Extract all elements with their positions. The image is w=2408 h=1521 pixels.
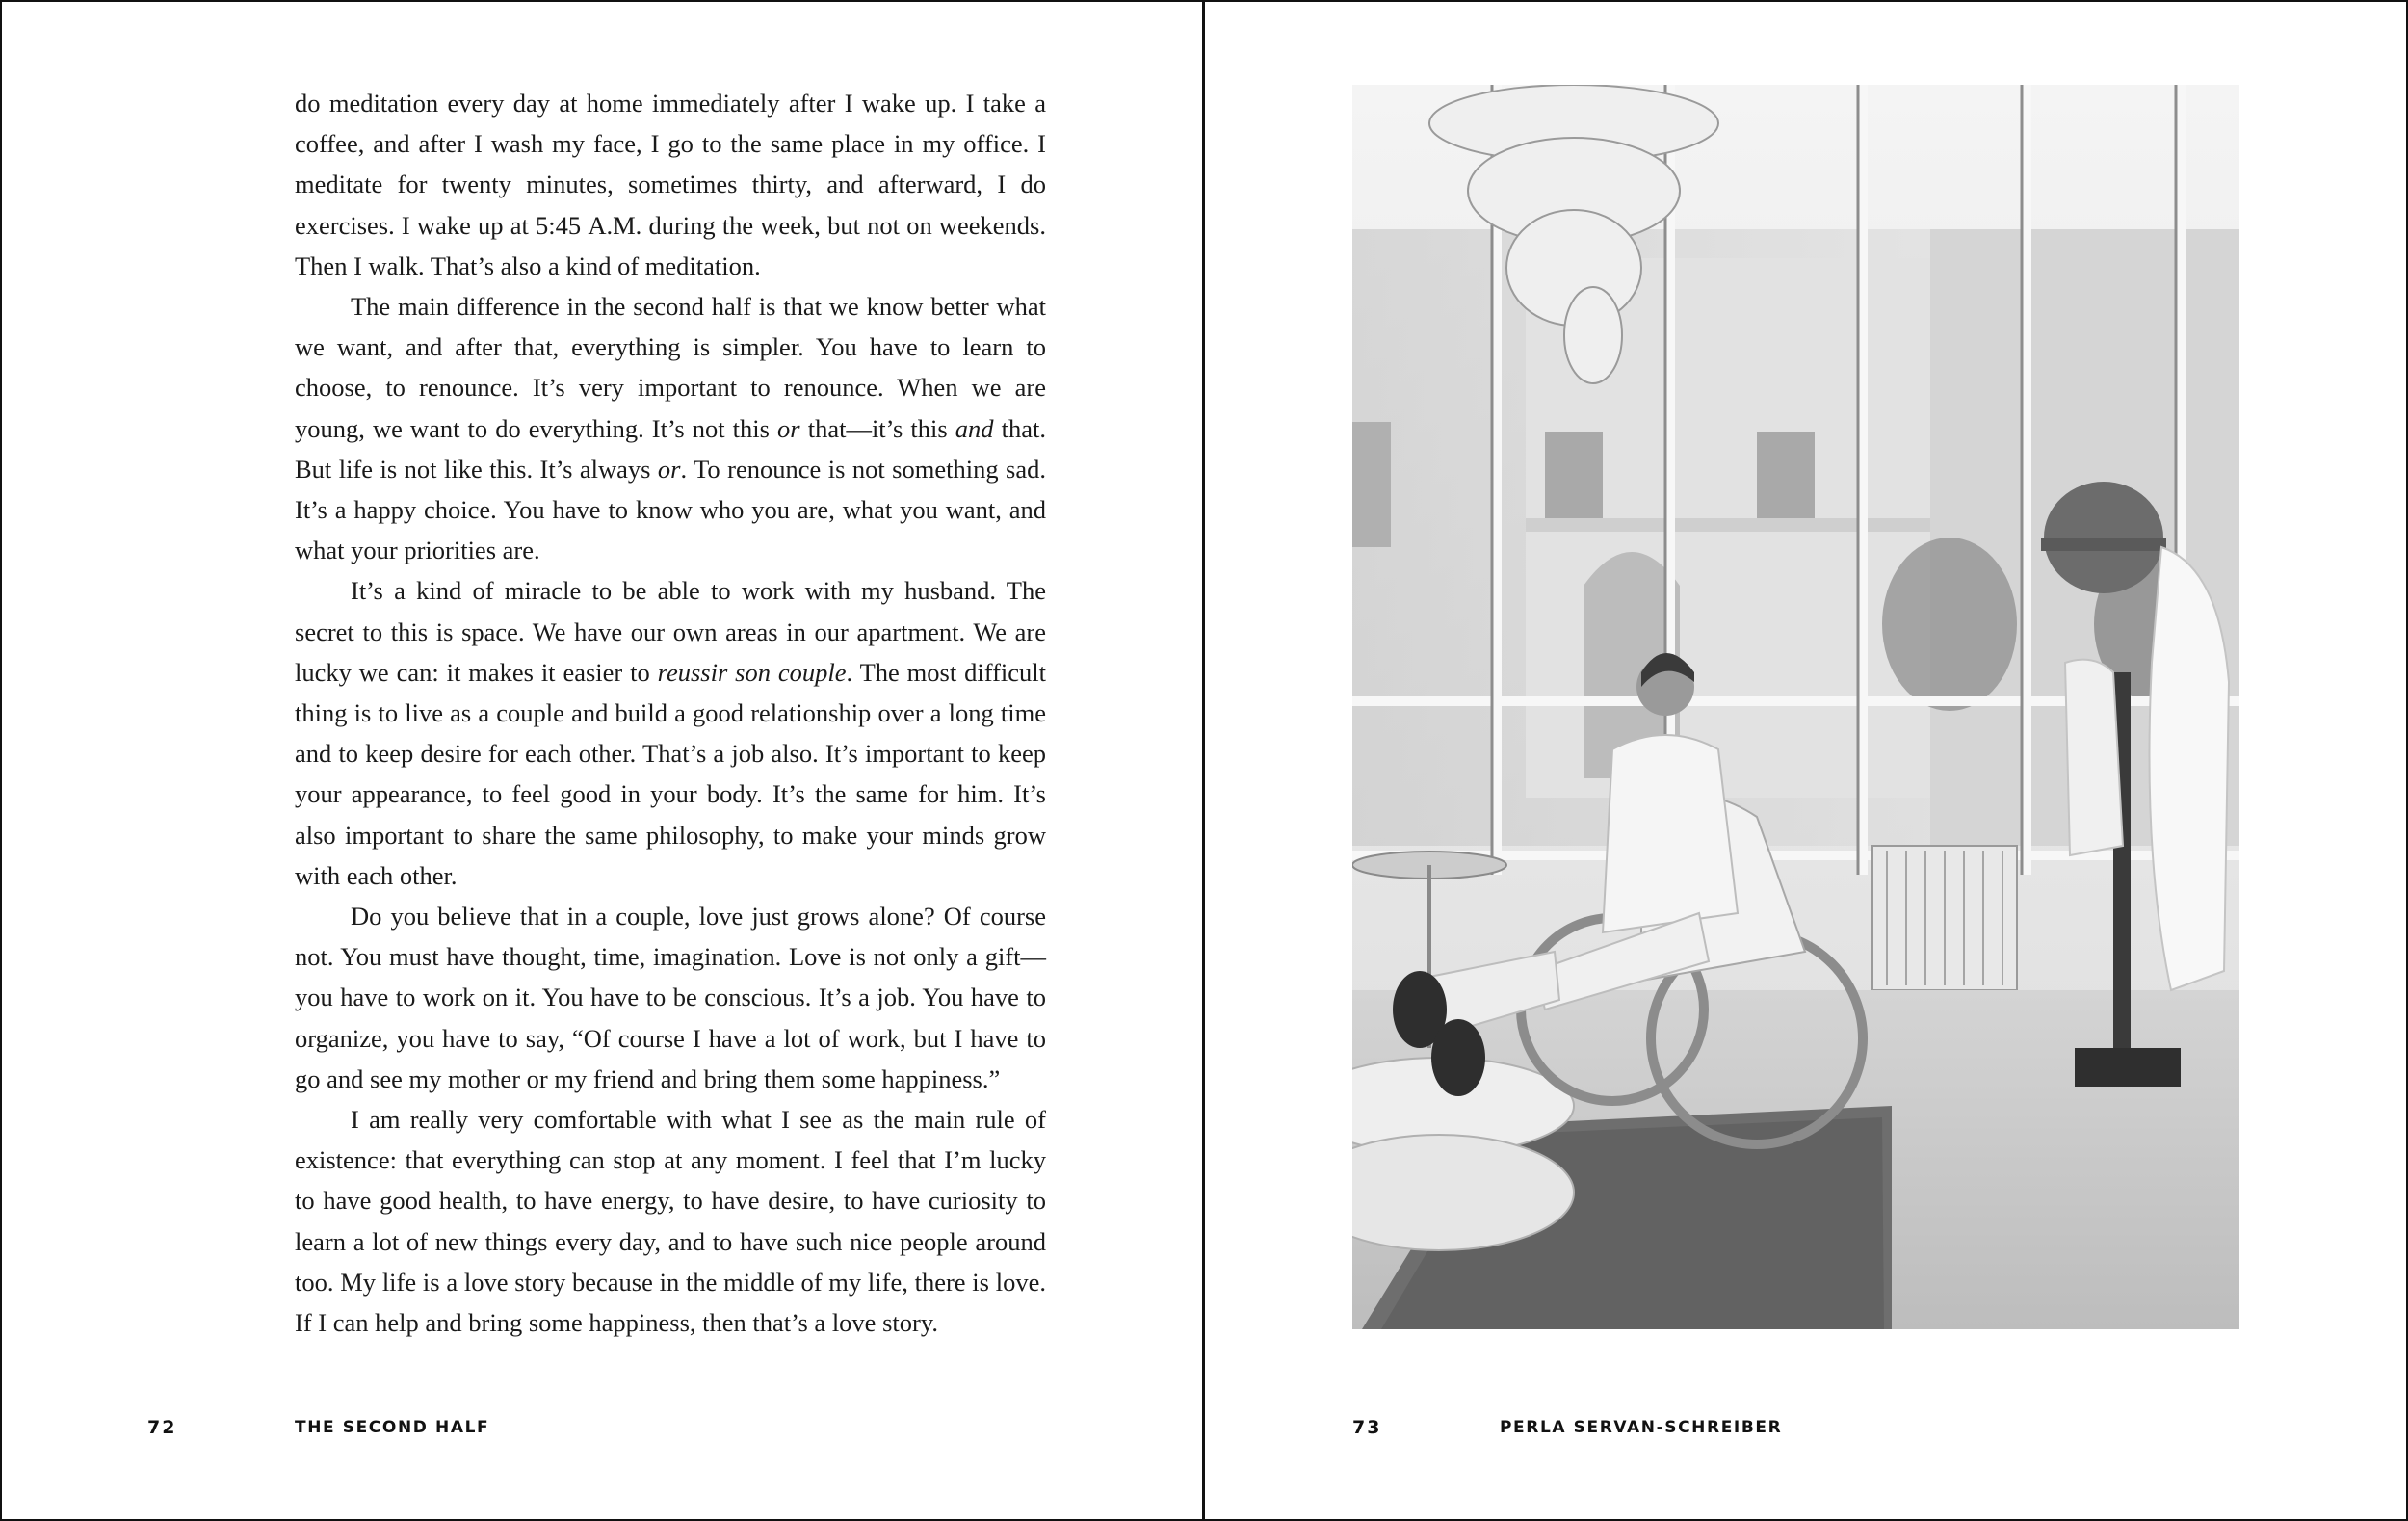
paragraph-text: during the week, but not on weekends. Then I walk. That’s also a kind of meditation. xyxy=(295,210,1046,280)
portrait-photo xyxy=(1352,85,2239,1329)
paragraph-text: Do you believe that in a couple, love just grows alone? Of course not. You must have thought, time, imagination. Love is not only a gift—you have to work on it. You have to be conscious. It’s a job. You have to organize, you have to say, “Of course I have a lot of work, but I have to go and see my mother or my friend and bring them some happiness.” xyxy=(295,902,1046,1093)
italic-text: or xyxy=(657,454,681,484)
left-page xyxy=(0,0,1202,1521)
running-head-right: PERLA SERVAN-SCHREIBER xyxy=(1500,1418,1783,1437)
italic-text: reussir son couple xyxy=(657,657,847,687)
paragraph-text: do meditation every day at home immediately after I wake up. I take a coffee, and after I wash my face, I go to the same place in my office. I meditate for twenty minutes, sometimes thirty, and afterward, I do exercises. I wake up at 5:45 xyxy=(295,89,1046,240)
paragraph-text: that. But life is not like this. It’s always xyxy=(295,413,1046,484)
paragraph-text: that—it’s this xyxy=(799,413,955,443)
page-number-left: 72 xyxy=(147,1417,177,1438)
body-paragraph xyxy=(295,83,1046,286)
paragraph-text: . To renounce is not something sad. It’s a happy choice. You have to know who you are, what you want, and what your priorities are. xyxy=(295,454,1046,565)
body-text xyxy=(295,83,1046,1343)
body-paragraph xyxy=(295,896,1046,1099)
paragraph-text: It’s a kind of miracle to be able to work with my husband. The secret to this is space. We have our own areas in our apartment. We are lucky we can: it makes it easier to xyxy=(295,576,1046,687)
right-page xyxy=(1205,0,2408,1521)
page-number-right: 73 xyxy=(1352,1417,1382,1438)
paragraph-text: I am really very comfortable with what I see as the main rule of existence: that everything can stop at any moment. I feel that I’m lucky to have good health, to have energy, to have desire, to have curiosity to learn a lot of new things every day, and to have such nice people around too. My life is a love story because in the middle of my life, there is love. If I can help and bring some happiness, then that’s a love story. xyxy=(295,1105,1046,1338)
body-paragraph xyxy=(295,1099,1046,1343)
body-paragraph xyxy=(295,570,1046,896)
paragraph-text: The main difference in the second half is that we know better what we want, and after that, everything is simpler. You have to learn to choose, to renounce. It’s very important to renounce. When we are young, we want to do everything. It’s not this xyxy=(295,292,1046,443)
italic-text: and xyxy=(955,413,994,443)
paragraph-text: . The most difficult thing is to live as a couple and build a good relationship over a long time and to keep desire for each other. That’s a job also. It’s important to keep your appearance, to feel good in your body. It’s the same for him. It’s also important to share the same philosophy, to make your minds grow with each other. xyxy=(295,657,1046,890)
photo-illustration xyxy=(1352,85,2239,1329)
italic-text: or xyxy=(777,413,800,443)
body-paragraph xyxy=(295,286,1046,570)
paragraph-text: A.M. xyxy=(588,210,642,240)
running-head-left: THE SECOND HALF xyxy=(295,1418,490,1437)
